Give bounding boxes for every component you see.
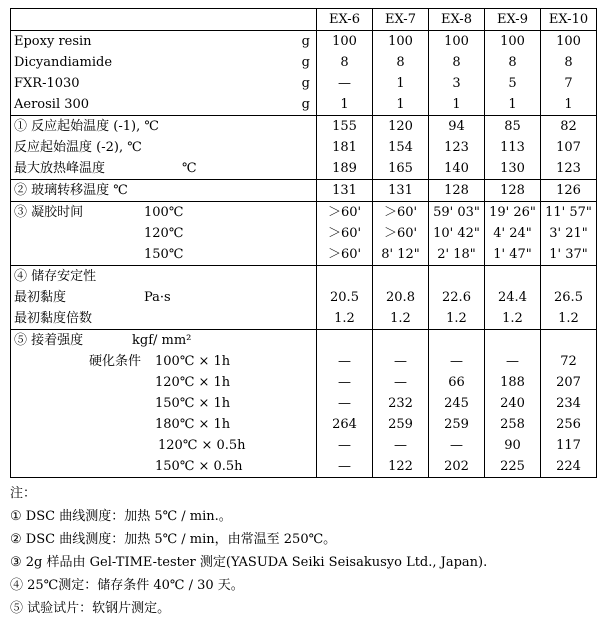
cell: 10' 42": [429, 223, 485, 244]
note-item: ② DSC 曲线测度：加热 5℃ / min，由常温至 250℃。: [10, 532, 337, 547]
note-item: ① DSC 曲线测度：加热 5℃ / min.。: [10, 509, 232, 524]
col-header: EX-9: [485, 9, 541, 31]
table-row: [11, 73, 597, 94]
cell: 24.4: [485, 287, 541, 308]
cell: 1: [485, 94, 541, 116]
cell: 234: [541, 393, 597, 414]
col-header: EX-6: [317, 9, 373, 31]
row-label: 最大放热峰温度: [14, 161, 106, 176]
row-cond: 150℃ × 0.5h: [11, 456, 317, 478]
cell: 240: [485, 393, 541, 414]
row-label: FXR-1030: [14, 76, 80, 91]
cell: 8: [373, 52, 429, 73]
cell: 59' 03": [429, 202, 485, 224]
row-unit: g: [301, 76, 310, 91]
cell: 122: [373, 456, 429, 478]
cell: 232: [373, 393, 429, 414]
header-blank: [11, 9, 317, 31]
cell: —: [373, 351, 429, 372]
cell: 224: [541, 456, 597, 478]
row-label: ② 玻璃转移温度 ℃: [11, 180, 317, 202]
cell: 3: [429, 73, 485, 94]
cell: 131: [373, 180, 429, 202]
table-row: [11, 94, 597, 116]
cell: 225: [485, 456, 541, 478]
cell: ＞60': [317, 202, 373, 224]
cell: 259: [373, 414, 429, 435]
cell: 66: [429, 372, 485, 393]
cell: 1.2: [541, 308, 597, 330]
row-cond: 120℃ × 0.5h: [158, 438, 246, 453]
cell: —: [317, 435, 373, 456]
table-row: [11, 244, 597, 266]
table-row: [11, 414, 597, 435]
cell: 22.6: [429, 287, 485, 308]
cell: 1: [373, 94, 429, 116]
col-header: EX-8: [429, 9, 485, 31]
table-row: [11, 137, 597, 158]
cell: 1' 47": [485, 244, 541, 266]
cell: 258: [485, 414, 541, 435]
row-unit: g: [301, 55, 310, 70]
cell: 100: [317, 31, 373, 53]
cell: 94: [429, 116, 485, 138]
cell: 100: [429, 31, 485, 53]
cell: 155: [317, 116, 373, 138]
cell: 107: [541, 137, 597, 158]
row-unit: Pa·s: [144, 290, 171, 305]
cond-label: 硬化条件: [89, 354, 142, 369]
cell: —: [317, 393, 373, 414]
row-cond: 100℃ × 1h: [155, 354, 231, 369]
table-row: [11, 456, 597, 478]
cell: 8: [317, 52, 373, 73]
cell: ＞60': [317, 223, 373, 244]
row-unit: ℃: [182, 161, 197, 176]
cell: 128: [485, 180, 541, 202]
cell: 1: [429, 94, 485, 116]
cell: 126: [541, 180, 597, 202]
cell: 7: [541, 73, 597, 94]
cell: 165: [373, 158, 429, 180]
table-row: [11, 116, 597, 138]
note-item: ⑤ 试验试片：软钢片测定。: [10, 601, 171, 616]
cell: 4' 24": [485, 223, 541, 244]
cell: 256: [541, 414, 597, 435]
results-table: [10, 8, 597, 478]
cell: 1: [317, 94, 373, 116]
row-label: Epoxy resin: [14, 34, 92, 49]
cell: 188: [485, 372, 541, 393]
row-cond: 120℃ × 1h: [155, 375, 231, 390]
row-label: 最初黏度倍数: [11, 308, 317, 330]
cell: 8: [429, 52, 485, 73]
cell: —: [317, 351, 373, 372]
header-row: [11, 9, 597, 31]
cell: 19' 26": [485, 202, 541, 224]
cell: 8: [485, 52, 541, 73]
cell: 20.8: [373, 287, 429, 308]
row-label: ① 反应起始温度 (-1), ℃: [14, 119, 159, 134]
cell: 123: [541, 158, 597, 180]
cell: 8: [541, 52, 597, 73]
cell: 1.2: [429, 308, 485, 330]
cell: 3' 21": [541, 223, 597, 244]
table-row: [11, 308, 597, 330]
table-row: [11, 287, 597, 308]
row-unit: g: [301, 34, 310, 49]
row-label: Dicyandiamide: [14, 55, 113, 70]
cell: 117: [541, 435, 597, 456]
section-label: ⑤ 接着强度: [14, 333, 84, 348]
cell: 264: [317, 414, 373, 435]
note-item: ④ 25℃测定：储存条件 40℃ / 30 天。: [10, 578, 244, 593]
cell: ＞60': [373, 223, 429, 244]
cell: 100: [373, 31, 429, 53]
cell: —: [485, 351, 541, 372]
cell: 202: [429, 456, 485, 478]
cell: 72: [541, 351, 597, 372]
note-item: ③ 2g 样品由 Gel-TIME-tester 测定(YASUDA Seiki Seisakusyo Ltd., Japan).: [10, 555, 488, 570]
table-row: [11, 52, 597, 73]
cell: 130: [485, 158, 541, 180]
cell: 82: [541, 116, 597, 138]
cell: 189: [317, 158, 373, 180]
row-unit: kgf/ mm²: [132, 333, 192, 348]
cell: 128: [429, 180, 485, 202]
table-row: [11, 351, 597, 372]
cell: 8' 12": [373, 244, 429, 266]
cell: —: [373, 372, 429, 393]
table-row: [11, 435, 597, 456]
table-row: [11, 180, 597, 202]
cell: 120: [373, 116, 429, 138]
table-row: [11, 223, 597, 244]
document: [10, 8, 596, 620]
cell: 11' 57": [541, 202, 597, 224]
cell: 113: [485, 137, 541, 158]
cell: 1.2: [317, 308, 373, 330]
row-cond: 180℃ × 1h: [155, 417, 231, 432]
cell: 140: [429, 158, 485, 180]
col-header: EX-7: [373, 9, 429, 31]
cell: 26.5: [541, 287, 597, 308]
cell: 1.2: [373, 308, 429, 330]
cell: 154: [373, 137, 429, 158]
row-label: Aerosil 300: [14, 97, 90, 112]
cell: 131: [317, 180, 373, 202]
row-temp: 150℃: [11, 244, 317, 266]
cell: 90: [485, 435, 541, 456]
notes: [10, 482, 596, 620]
cell: —: [373, 435, 429, 456]
cell: 1.2: [485, 308, 541, 330]
cell: 123: [429, 137, 485, 158]
row-cond: 150℃ × 1h: [155, 396, 231, 411]
cell: ＞60': [373, 202, 429, 224]
cell: 259: [429, 414, 485, 435]
cell: 181: [317, 137, 373, 158]
cell: 1: [373, 73, 429, 94]
row-label: 反应起始温度 (-2), ℃: [14, 140, 142, 155]
cell: 1: [541, 94, 597, 116]
cell: —: [317, 372, 373, 393]
row-temp: 120℃: [144, 226, 184, 241]
cell: ＞60': [317, 244, 373, 266]
col-header: EX-10: [541, 9, 597, 31]
table-row: [11, 372, 597, 393]
cell: 20.5: [317, 287, 373, 308]
cell: 1' 37": [541, 244, 597, 266]
row-temp: 100℃: [144, 205, 184, 220]
section-label: ④ 储存安定性: [14, 269, 97, 284]
cell: 2' 18": [429, 244, 485, 266]
cell: 85: [485, 116, 541, 138]
table-row: [11, 266, 597, 288]
cell: 5: [485, 73, 541, 94]
table-row: [11, 158, 597, 180]
table-row: [11, 393, 597, 414]
section-label: ③ 凝胶时间: [14, 205, 84, 220]
cell: 207: [541, 372, 597, 393]
notes-title: 注：: [10, 486, 37, 501]
cell: —: [317, 73, 373, 94]
table-row: [11, 31, 597, 53]
cell: —: [429, 435, 485, 456]
row-unit: g: [301, 97, 310, 112]
cell: 100: [541, 31, 597, 53]
cell: 100: [485, 31, 541, 53]
row-label: 最初黏度: [14, 290, 67, 305]
cell: —: [317, 456, 373, 478]
cell: —: [429, 351, 485, 372]
table-row: [11, 202, 597, 224]
table-row: [11, 330, 597, 352]
cell: 245: [429, 393, 485, 414]
